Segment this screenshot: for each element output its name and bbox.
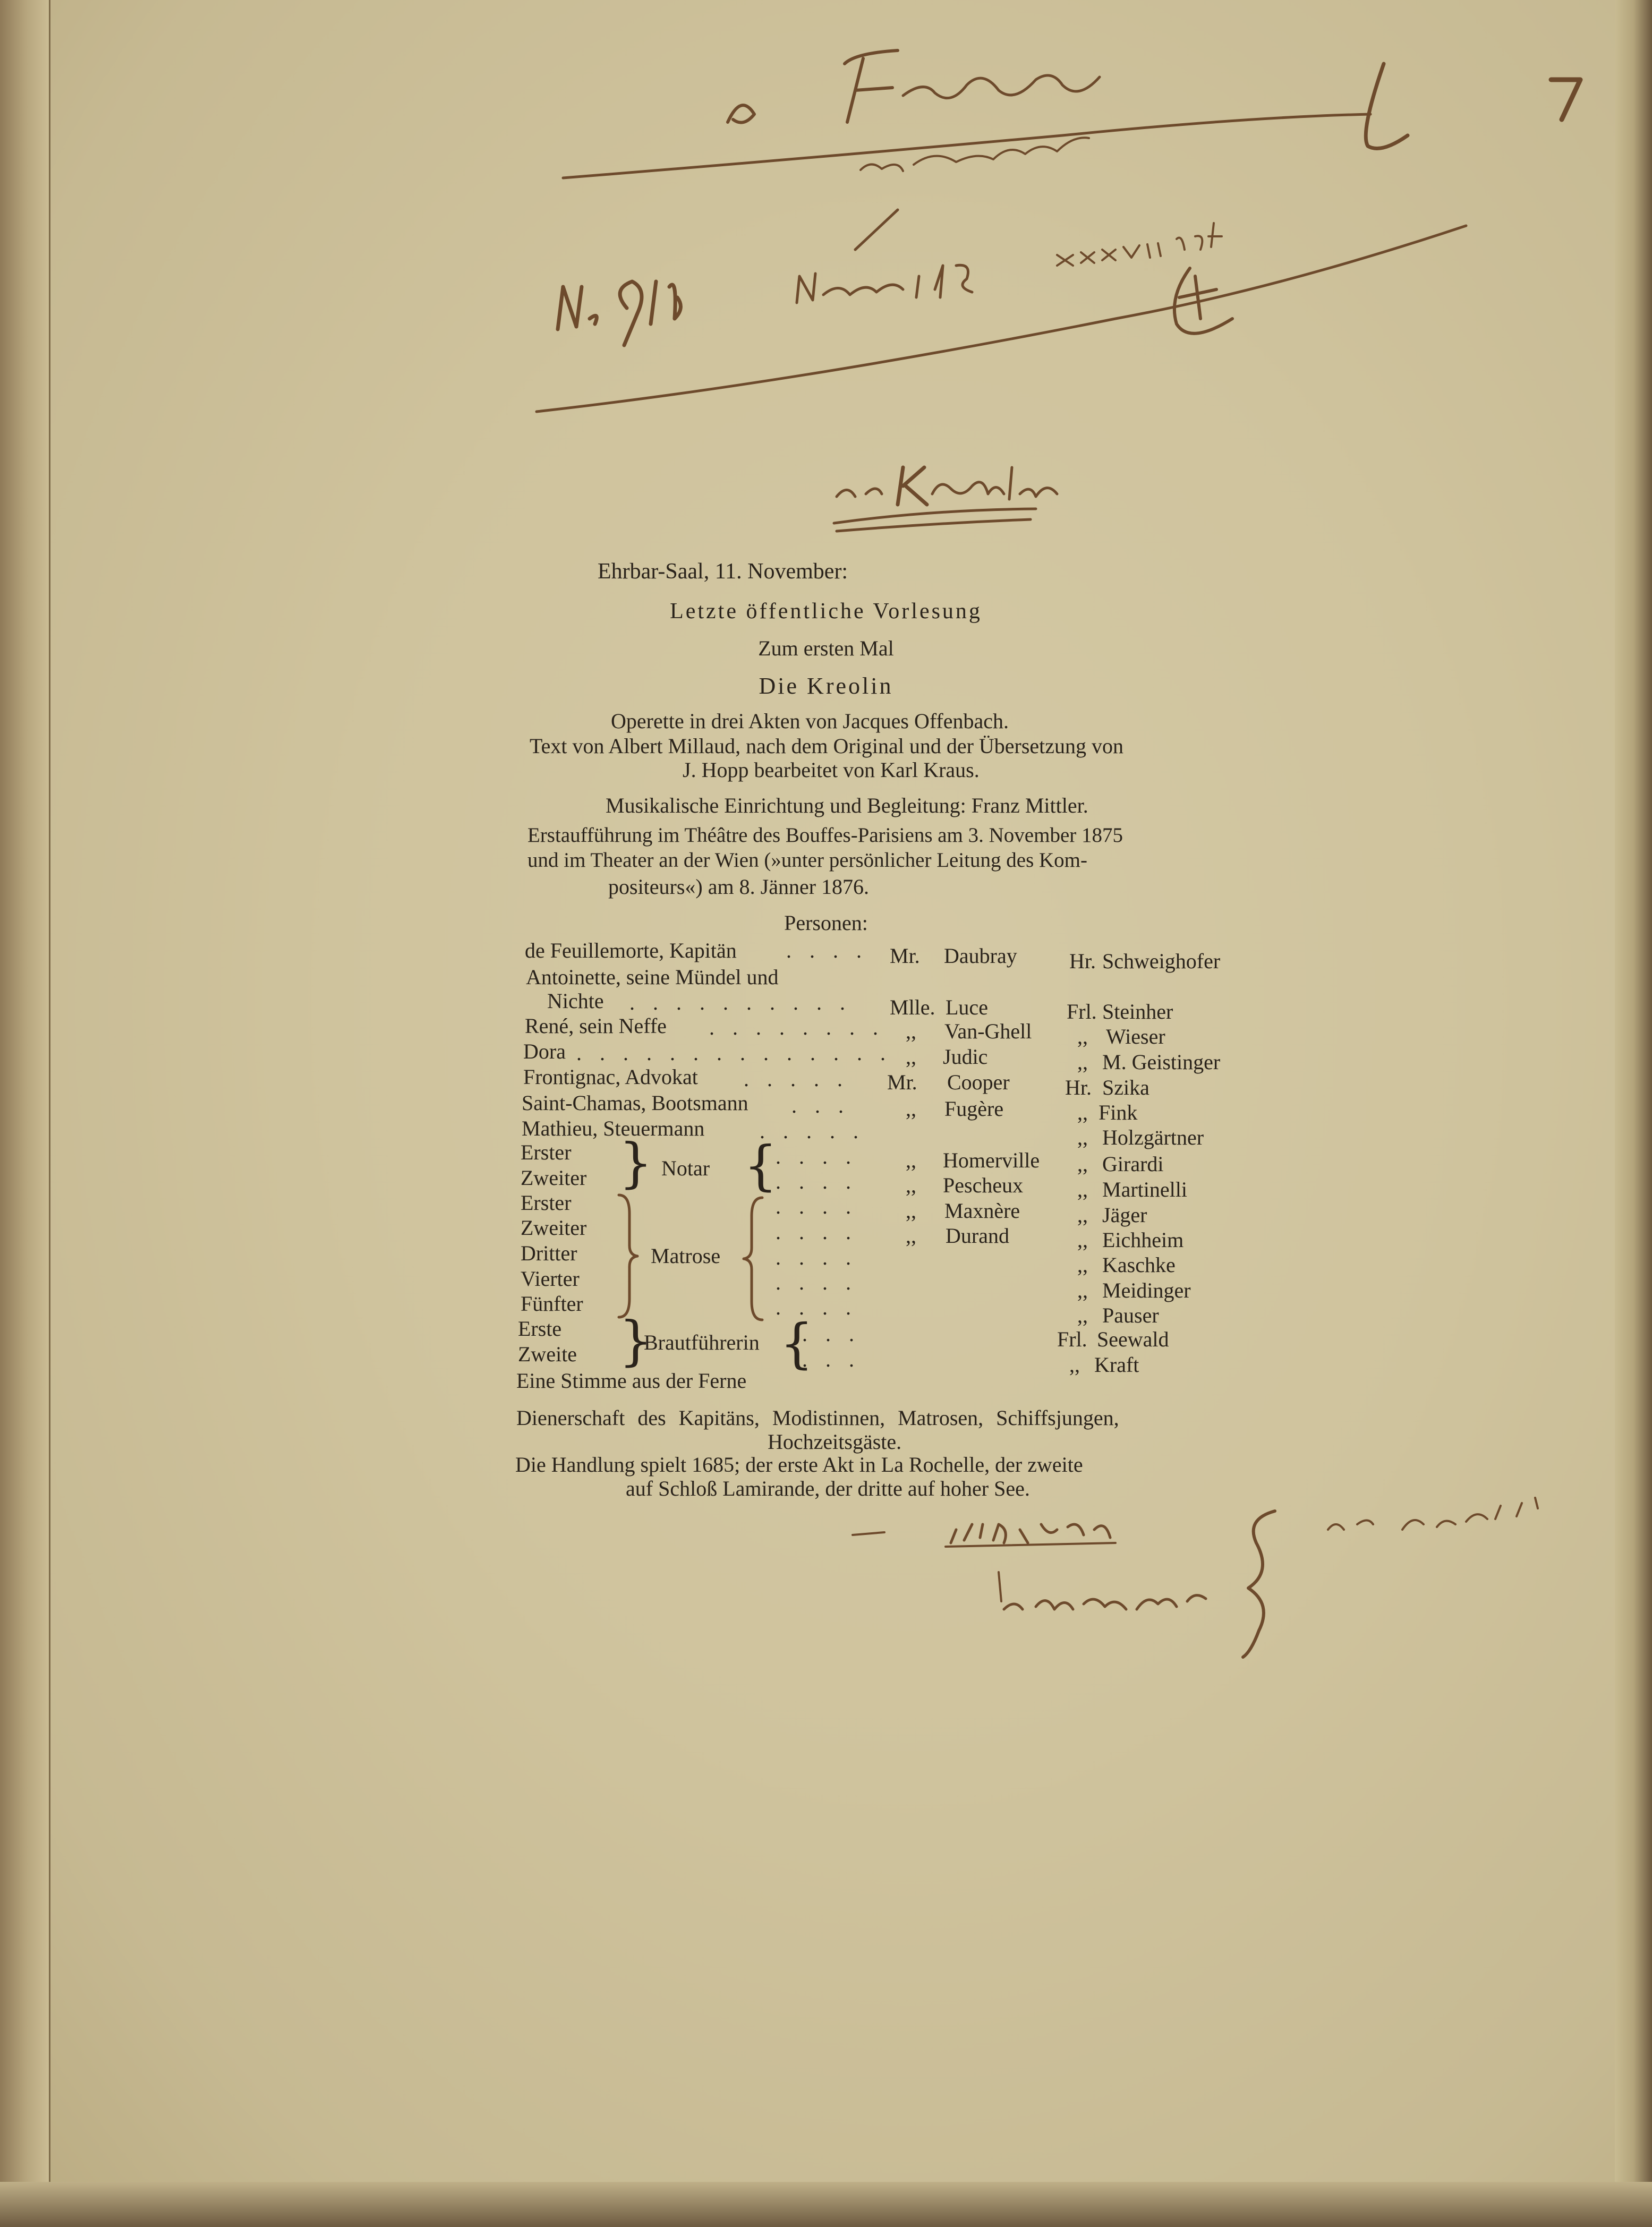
cast-heading: Personen: (784, 911, 868, 935)
page-number (1551, 80, 1580, 127)
cast-ordinal: Dritter (521, 1241, 577, 1265)
cast-wien-actor: Szika (1102, 1076, 1149, 1099)
ensemble-line: Hochzeitsgäste. (768, 1430, 902, 1454)
cast-role: Saint-Chamas, Bootsmann (522, 1091, 748, 1115)
cast-ordinal: Fünfter (521, 1292, 583, 1316)
check-mark (1366, 64, 1408, 149)
handwritten-bottom-note-2 (999, 1572, 1206, 1609)
cast-paris-actor: Cooper (947, 1070, 1010, 1094)
top-rule-line (563, 114, 1370, 178)
cast-paris-title: Mlle. (890, 995, 935, 1019)
hand-brace (1243, 1511, 1275, 1657)
cast-role: Dora (523, 1039, 566, 1063)
handwritten-bottom-note-1 (853, 1524, 1115, 1547)
cast-wien-actor: Seewald (1097, 1327, 1169, 1351)
cast-role: Frontignac, Advokat (523, 1065, 698, 1089)
handwritten-right-note (1328, 1498, 1538, 1530)
cast-paris-title: ,, (906, 1019, 916, 1043)
cast-paris-title: ,, (906, 1199, 916, 1223)
cast-dots: . . . . (776, 1295, 857, 1319)
cast-paris-title: ,, (906, 1045, 916, 1069)
cast-wien-title: ,, (1069, 1353, 1080, 1377)
description-line: und im Theater an der Wien (»unter persönlicher Leitung des Kom- (527, 849, 1087, 872)
cast-role: René, sein Neffe (525, 1014, 667, 1038)
distant-voice-line: Eine Stimme aus der Ferne (516, 1369, 747, 1393)
cast-wien-actor: Eichheim (1102, 1228, 1184, 1252)
cast-role: Nichte (547, 989, 604, 1013)
cast-paris-actor: Pescheux (943, 1173, 1024, 1197)
cast-dots: . . . . (786, 938, 868, 962)
cast-wien-actor: Kaschke (1102, 1253, 1176, 1277)
slash-mark (855, 210, 898, 250)
cast-wien-actor: Pauser (1102, 1303, 1159, 1327)
group-label: Notar (661, 1156, 710, 1180)
description-line: Erstaufführung im Théâtre des Bouffes-Parisiens am 3. November 1875 (527, 824, 1123, 847)
cast-dots: . . . . . (744, 1067, 849, 1091)
left-brace-icon: } (619, 1310, 653, 1372)
cast-paris-title: Mr. (890, 944, 920, 968)
cast-wien-title: ,, (1077, 1050, 1088, 1074)
cast-wien-title: Frl. (1057, 1327, 1087, 1351)
svg-text:7: 7 (1551, 103, 1565, 127)
cast-wien-title: Hr. (1065, 1076, 1092, 1099)
cast-dots: . . . . . (760, 1119, 865, 1143)
venue-line: Ehrbar-Saal, 11. November: (598, 559, 848, 584)
cast-wien-actor: Kraft (1094, 1353, 1139, 1377)
cast-wien-title: ,, (1077, 1152, 1088, 1176)
description-line: Text von Albert Millaud, nach dem Original und der Übersetzung von (530, 734, 1124, 758)
description-line: Musikalische Einrichtung und Begleitung: Franz Mittler. (606, 793, 1088, 817)
cast-role: Antoinette, seine Mündel und (526, 965, 779, 989)
cast-dots: . . . . (776, 1245, 857, 1269)
cast-wien-title: ,, (1077, 1203, 1088, 1227)
cast-paris-actor: Van-Ghell (944, 1019, 1032, 1043)
cast-paris-actor: Judic (943, 1045, 988, 1069)
cast-ordinal: Zweiter (521, 1216, 587, 1240)
cast-dots: . . . . . . . . (709, 1016, 884, 1039)
cast-wien-title: Frl. (1067, 1000, 1097, 1023)
cast-dots: . . . . (776, 1220, 857, 1244)
cast-wien-title: ,, (1077, 1178, 1088, 1201)
cast-dots: . . . (791, 1094, 850, 1117)
cast-paris-actor: Luce (946, 995, 988, 1019)
cast-wien-title: ,, (1077, 1303, 1088, 1327)
event-heading: Letzte öffentliche Vorlesung (670, 599, 982, 624)
cast-wien-title: ,, (1077, 1125, 1088, 1149)
program-title: Die Kreolin (759, 673, 893, 699)
cast-wien-title: Hr. (1069, 949, 1096, 973)
right-brace-icon: { (744, 1134, 778, 1197)
handwritten-year (1057, 223, 1232, 334)
handwritten-top-title (728, 50, 1100, 127)
cast-wien-actor: Fink (1099, 1100, 1138, 1124)
cast-paris-title: ,, (906, 1224, 916, 1248)
cast-ordinal: Zweiter (521, 1166, 587, 1190)
cast-wien-actor: Meidinger (1102, 1278, 1191, 1302)
group-label: Brautführerin (644, 1330, 760, 1354)
group-label: Matrose (651, 1244, 721, 1268)
cast-role: de Feuillemorte, Kapitän (525, 938, 737, 962)
handwritten-date (797, 265, 972, 303)
cast-role: Mathieu, Steuermann (522, 1116, 705, 1140)
cast-paris-title: Mr. (887, 1070, 917, 1094)
cast-ordinal: Vierter (521, 1267, 580, 1291)
cast-wien-actor: Steinher (1102, 1000, 1173, 1023)
cast-wien-actor: Girardi (1102, 1152, 1164, 1176)
cast-paris-title: ,, (906, 1148, 916, 1172)
cast-dots: . . . (802, 1347, 861, 1371)
description-line: Operette in drei Akten von Jacques Offenbach. (611, 709, 1009, 733)
left-brace-icon: } (619, 1132, 653, 1194)
cast-dots: . . . (802, 1322, 861, 1346)
cast-wien-actor: Wieser (1106, 1025, 1165, 1048)
setting-line: Die Handlung spielt 1685; der erste Akt in La Rochelle, der zweite (515, 1453, 1083, 1477)
cast-paris-actor: Fugère (944, 1097, 1004, 1121)
right-brace-icon (614, 1192, 645, 1320)
cast-wien-actor: Jäger (1102, 1203, 1147, 1227)
top-title-text: Die Kreolin (733, 90, 916, 127)
cast-wien-title: ,, (1077, 1025, 1088, 1048)
cast-wien-actor: Schweighofer (1102, 949, 1221, 973)
cast-ordinal: Zweite (518, 1342, 577, 1366)
handwritten-number (558, 281, 680, 345)
cast-ordinal: Erster (521, 1191, 572, 1215)
cast-dots: . . . . (776, 1270, 857, 1294)
cast-dots: . . . . . . . . . . (629, 991, 851, 1014)
cast-ordinal: Erster (521, 1140, 572, 1164)
cast-paris-actor: Maxnère (944, 1199, 1020, 1223)
ensemble-line: Dienerschaft des Kapitäns, Modistinnen, Matrosen, Schiffsjungen, (516, 1406, 1119, 1430)
cast-wien-title: ,, (1077, 1253, 1088, 1277)
left-brace-icon (736, 1195, 768, 1322)
cast-paris-actor: Durand (946, 1224, 1009, 1248)
first-time-line: Zum ersten Mal (758, 636, 894, 660)
cast-wien-actor: Martinelli (1102, 1178, 1187, 1201)
cast-ordinal: Erste (518, 1317, 562, 1341)
cast-wien-actor: Holzgärtner (1102, 1125, 1204, 1149)
cast-paris-actor: Homerville (943, 1148, 1040, 1172)
cast-dots: . . . . . . . . . . . . . . (576, 1041, 892, 1065)
handwritten-title-annotation (834, 467, 1057, 531)
cast-dots: . . . . (776, 1170, 857, 1193)
setting-line: auf Schloß Lamirande, der dritte auf hoher See. (626, 1477, 1030, 1500)
cast-paris-title: ,, (906, 1097, 916, 1121)
cast-wien-actor: M. Geistinger (1102, 1050, 1221, 1074)
description-line: J. Hopp bearbeitet von Karl Kraus. (683, 758, 980, 782)
cast-paris-title: ,, (906, 1173, 916, 1197)
cast-dots: . . . . (776, 1145, 857, 1168)
description-line: positeurs«) am 8. Jänner 1876. (608, 875, 870, 899)
right-brace-icon: { (780, 1312, 814, 1375)
cast-wien-title: ,, (1077, 1278, 1088, 1302)
cast-paris-actor: Daubray (944, 944, 1017, 968)
cast-wien-title: ,, (1077, 1228, 1088, 1252)
cast-dots: . . . . (776, 1194, 857, 1218)
cast-wien-title: ,, (1077, 1100, 1088, 1124)
